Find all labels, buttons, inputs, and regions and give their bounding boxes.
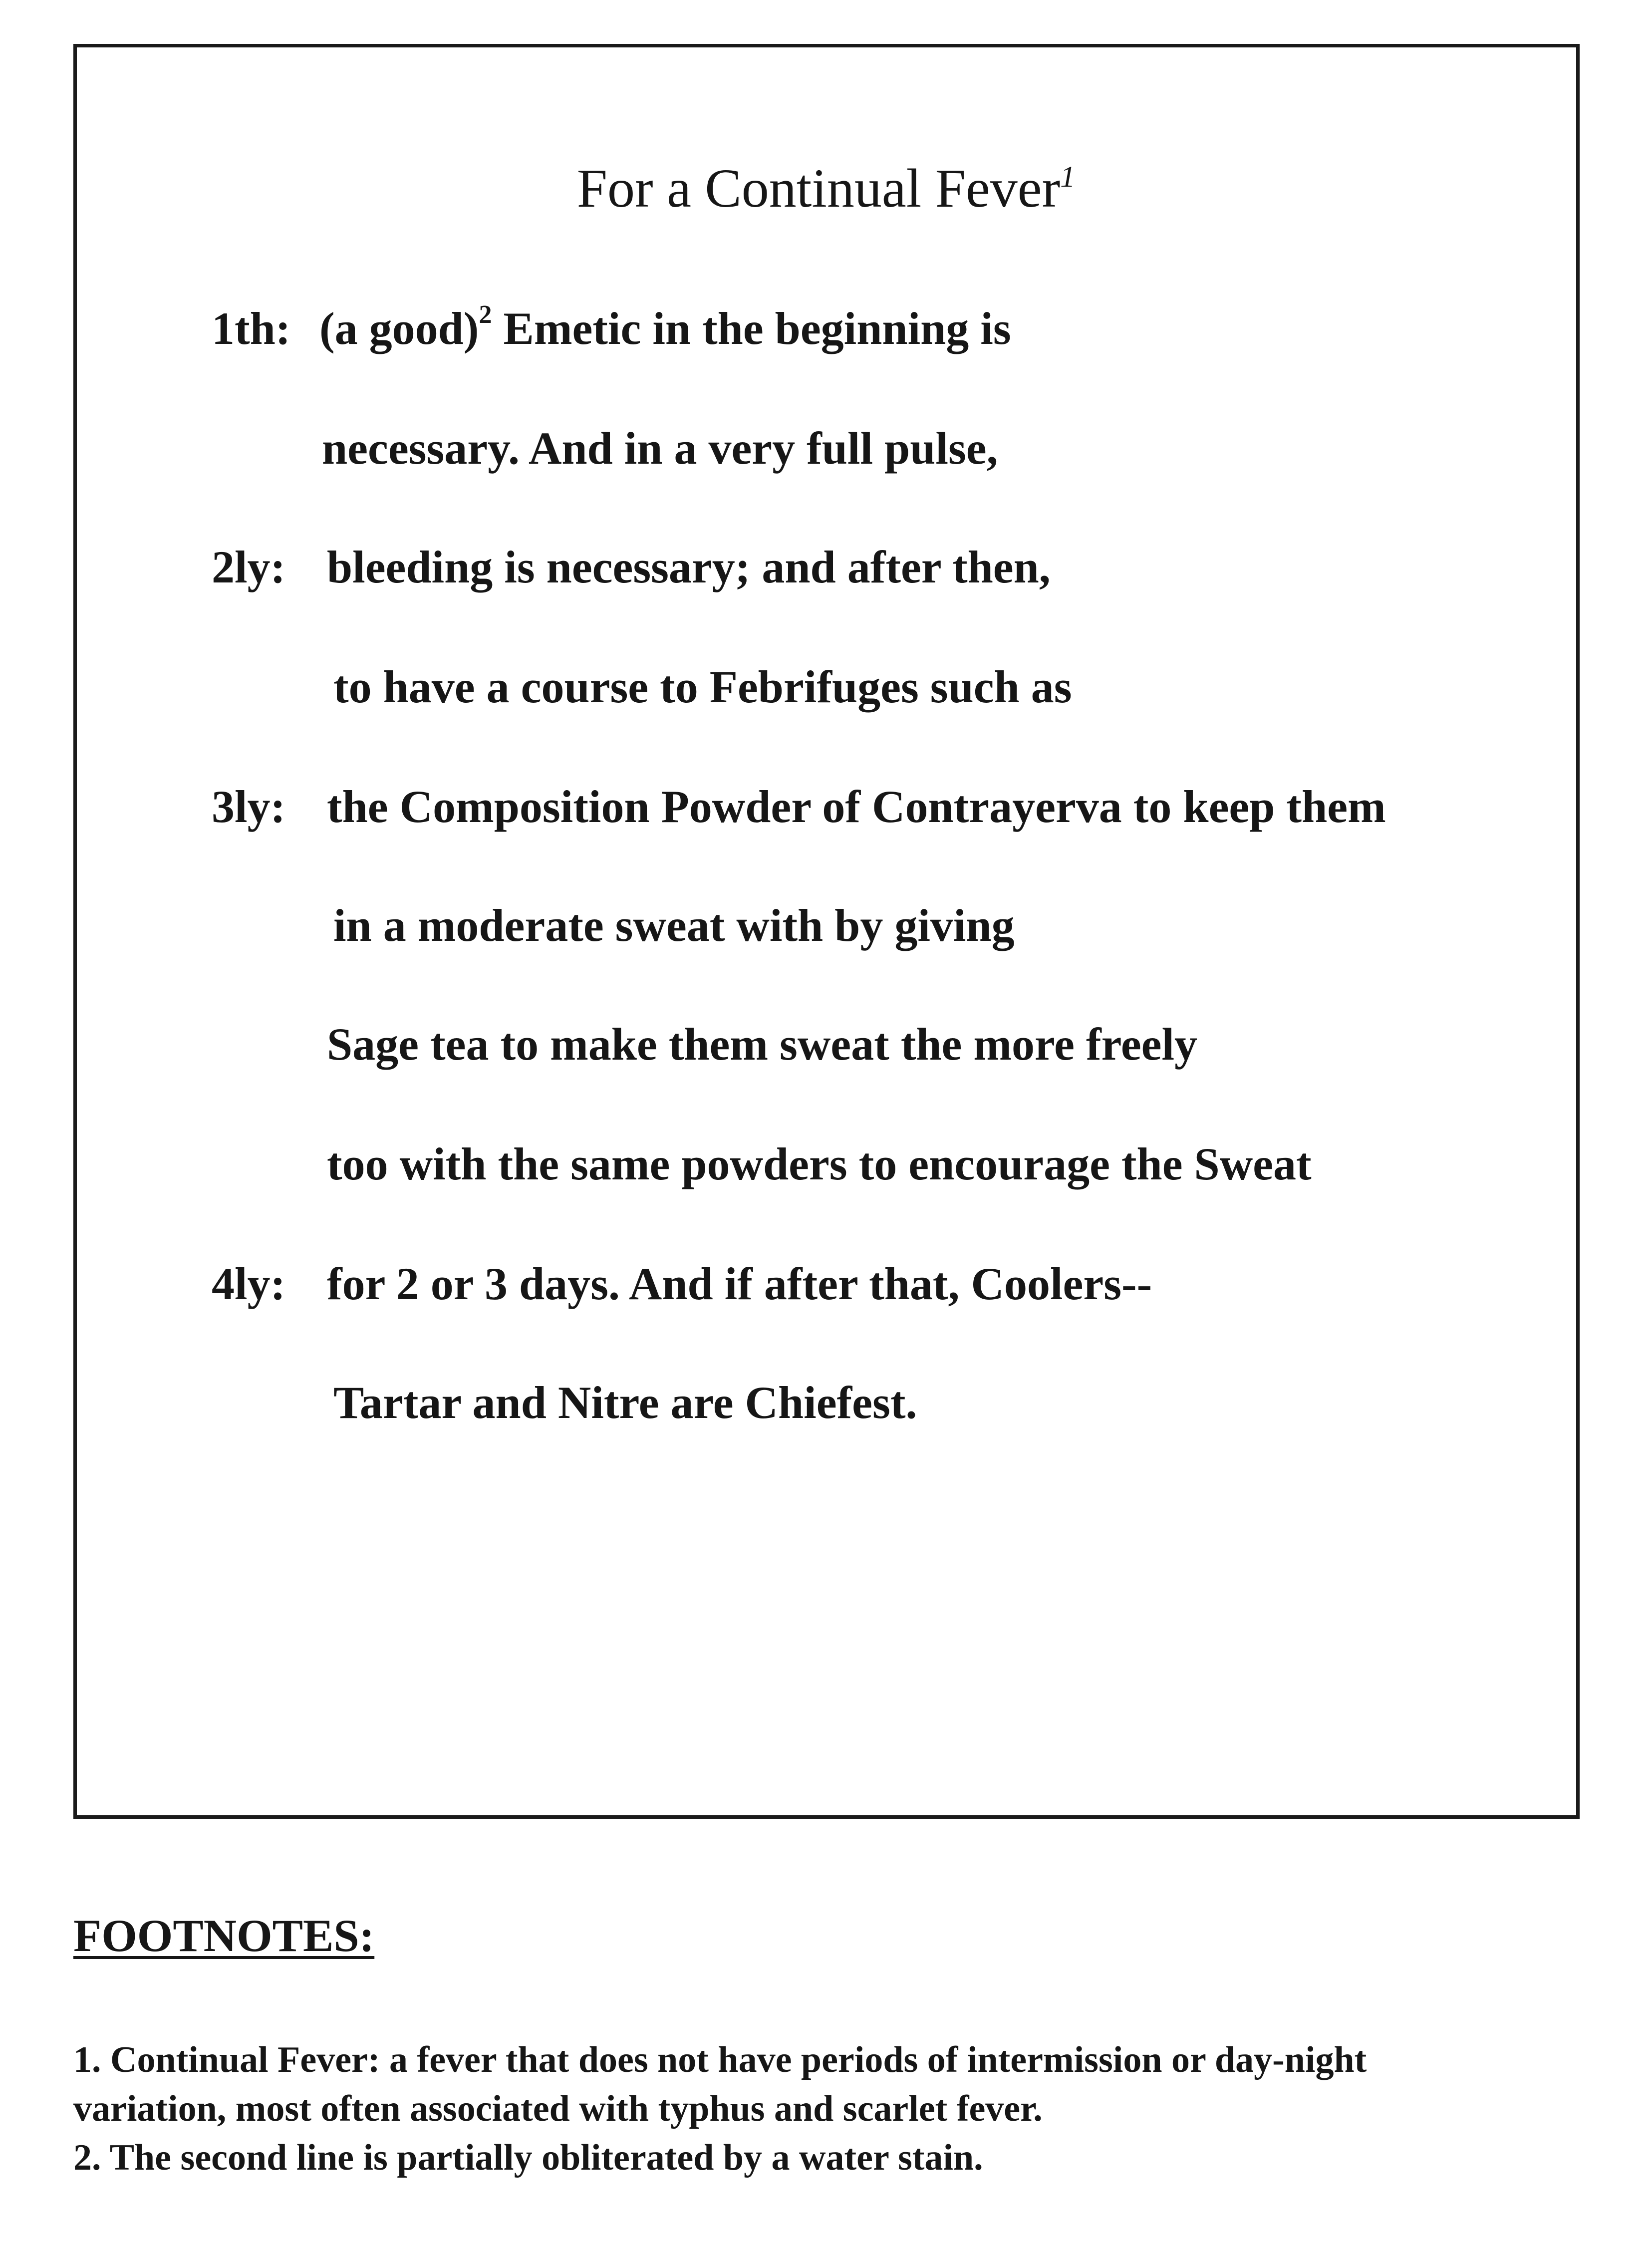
title-footnote-mark: 1	[1060, 160, 1076, 193]
entry-line-2: necessary. And in a very full pulse,	[322, 423, 998, 474]
entry-line-6: in a moderate sweat with by giving	[333, 900, 1015, 951]
entry-line-8: too with the same powders to encourage the Sweat	[327, 1138, 1312, 1189]
entry-number-4: 4ly:	[212, 1258, 286, 1309]
entry-line-3: bleeding is necessary; and after then,	[327, 542, 1051, 592]
entry-number-3: 3ly:	[212, 781, 286, 832]
entry-line-1-after: Emetic in the beginning is	[492, 303, 1011, 354]
entry-number-2: 2ly:	[212, 542, 286, 592]
document-title	[0, 158, 1652, 219]
footnote-line-2: variation, most often associated with typhus and scarlet fever.	[73, 2088, 1043, 2129]
footnote-line-1: 1. Continual Fever: a fever that does not have periods of intermission or day-night	[73, 2039, 1367, 2080]
entry-number-1: 1th:	[212, 303, 291, 354]
entry-line-9: for 2 or 3 days. And if after that, Coolers--	[327, 1258, 1152, 1309]
entry-line-4: to have a course to Febrifuges such as	[333, 661, 1072, 712]
entry-line-5: the Composition Powder of Contrayerva to keep them	[327, 781, 1386, 832]
entry-line-1	[319, 300, 1011, 354]
entry-line-10: Tartar and Nitre are Chiefest.	[333, 1377, 917, 1428]
entry-line-7: Sage tea to make them sweat the more freely	[327, 1019, 1198, 1070]
entry-footnote-mark: 2	[479, 300, 492, 329]
footnote-line-3: 2. The second line is partially obliterated by a water stain.	[73, 2137, 983, 2178]
entry-line-1-before: (a good)	[319, 303, 479, 354]
title-text: For a Continual Fever	[576, 158, 1061, 219]
footnotes-heading: FOOTNOTES:	[73, 1910, 375, 1961]
